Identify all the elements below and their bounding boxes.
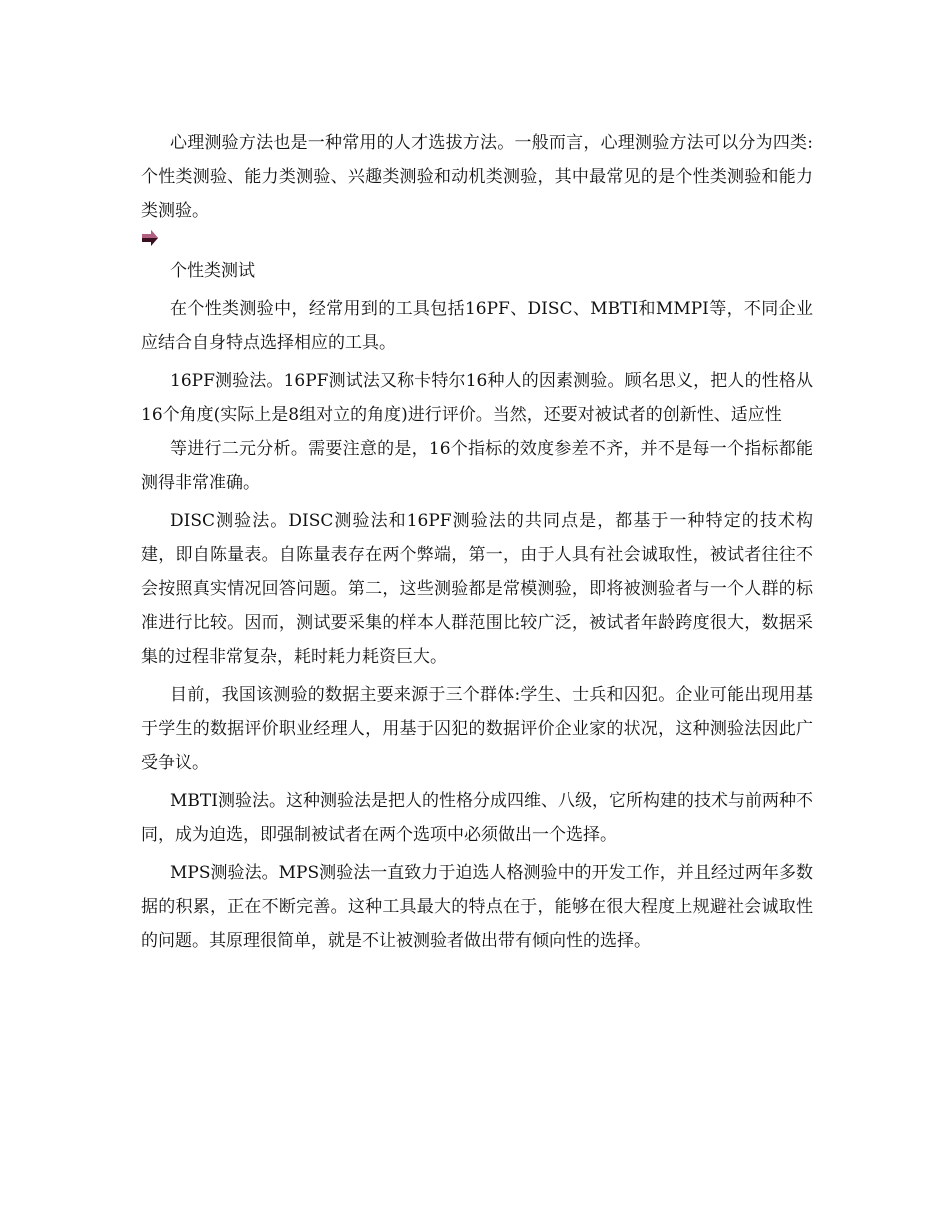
16pf-continued-paragraph: 等进行二元分析。需要注意的是，16个指标的效度参差不齐，并不是每一个指标都能测得非常准确。	[141, 439, 813, 493]
document-body	[141, 126, 813, 962]
intro-paragraph: 心理测验方法也是一种常用的人才选拔方法。一般而言，心理测验方法可以分为四类:个性类测验、能力类测验、兴趣类测验和动机类测验，其中最常见的是个性类测验和能力类测验。	[141, 133, 813, 221]
mps-paragraph: MPS测验法。MPS测验法一直致力于迫选人格测验中的开发工作，并且经过两年多数据的积累，正在不断完善。这种工具最大的特点在于，能够在很大程度上规避社会诚取性的问题。其原理很简单，就是不让被测验者做出带有倾向性的选择。	[141, 863, 813, 951]
section-heading: 个性类测试	[170, 261, 255, 281]
mbti-paragraph: MBTI测验法。这种测验法是把人的性格分成四维、八级，它所构建的技术与前两种不同，成为迫选，即强制被试者在两个选项中必须做出一个选择。	[141, 791, 813, 845]
16pf-paragraph: 16PF测验法。16PF测试法又称卡特尔16种人的因素测验。顾名思义，把人的性格从16个角度(实际上是8组对立的角度)进行评价。当然，还要对被试者的创新性、适应性	[141, 371, 813, 425]
disc-paragraph: DISC测验法。DISC测验法和16PF测验法的共同点是，都基于一种特定的技术构建，即自陈量表。自陈量表存在两个弊端，第一，由于人具有社会诚取性，被试者往往不会按照真实情况回答问题。第二，这些测验都是常模测验，即将被测验者与一个人群的标准进行比较。因而，测试要采集的样本人群范围比较广泛，被试者年龄跨度很大，数据采集的过程非常复杂，耗时耗力耗资巨大。	[141, 511, 813, 667]
data-source-paragraph: 目前，我国该测验的数据主要来源于三个群体:学生、士兵和囚犯。企业可能出现用基于学生的数据评价职业经理人，用基于囚犯的数据评价企业家的状况，这种测验法因此广受争议。	[141, 685, 813, 773]
tools-paragraph: 在个性类测验中，经常用到的工具包括16PF、DISC、MBTI和MMPI等，不同企业应结合自身特点选择相应的工具。	[141, 299, 813, 353]
arrow-bullet-icon	[141, 230, 159, 246]
